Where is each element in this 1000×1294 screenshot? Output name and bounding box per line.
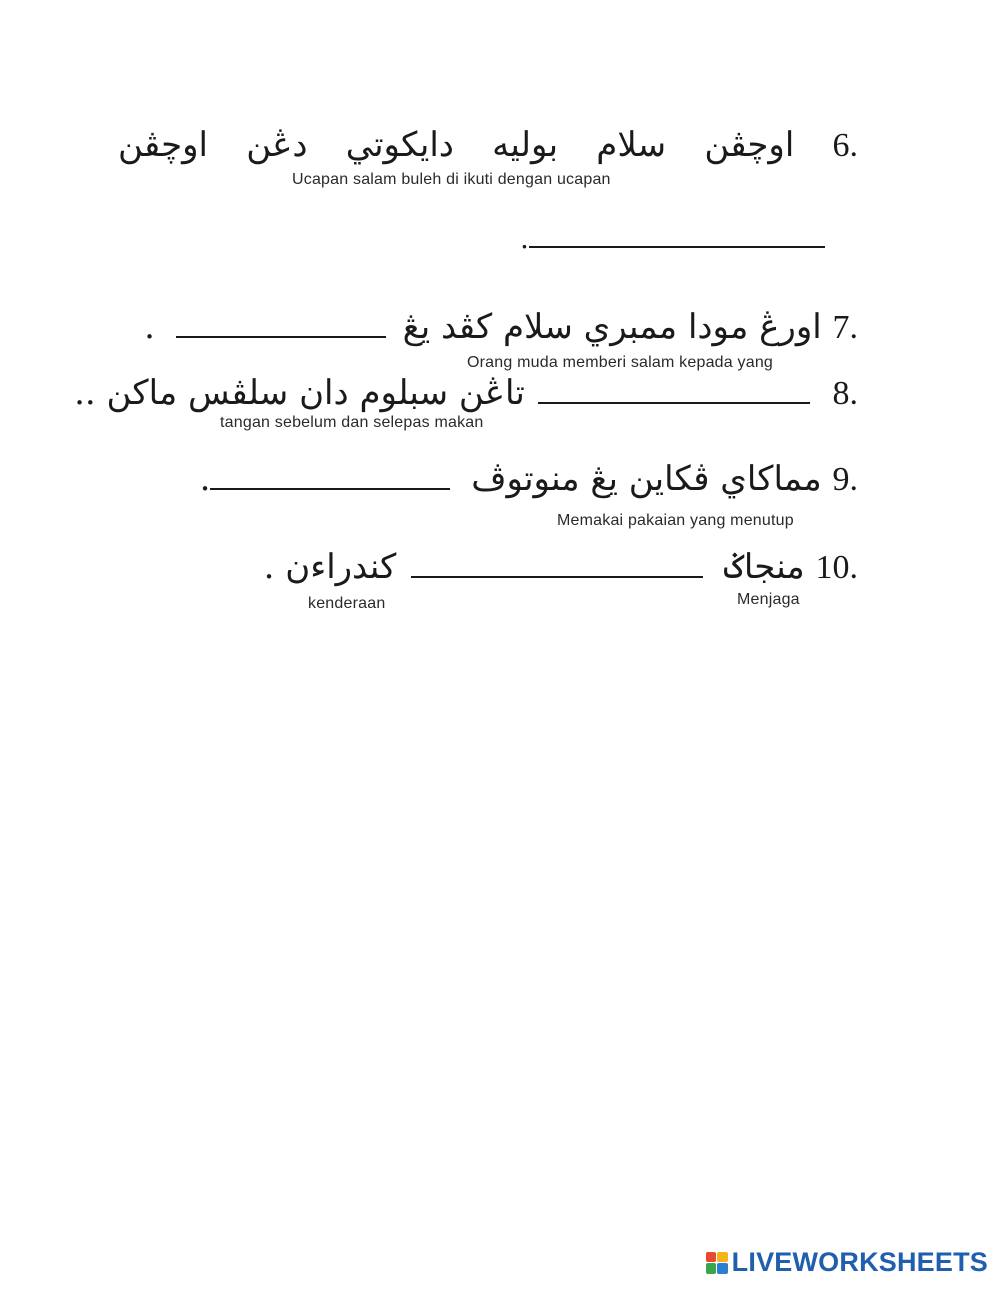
answer-blank[interactable] <box>411 552 703 578</box>
logo-mark-icon <box>706 1252 728 1274</box>
jawi-text: اورڠ مودا ممبري سلام کڤد يڠ <box>402 307 822 347</box>
roman-translation-end: kenderaan <box>308 595 386 612</box>
question-number: 9. <box>832 461 858 498</box>
logo-tile <box>706 1263 717 1274</box>
roman-translation: Orang muda memberi salam kepada yang <box>467 354 774 371</box>
question-6-row <box>118 125 858 165</box>
period: . <box>520 222 529 255</box>
jawi-text: تاڠن سبلوم دان سلڤس ماکن <box>106 373 525 413</box>
jawi-word: اوچڤن <box>118 125 208 165</box>
jawi-word: سلام <box>596 125 667 165</box>
answer-blank[interactable] <box>176 312 386 338</box>
question-number: 6. <box>832 127 858 164</box>
question-6-answer-row <box>520 222 825 255</box>
answer-blank[interactable] <box>538 378 810 404</box>
answer-blank[interactable] <box>210 464 450 490</box>
jawi-word: بوليه <box>492 125 559 165</box>
jawi-text-end: کندراءن <box>285 547 397 587</box>
jawi-text: مماکاي ڤکاين يڠ منوتوڤ <box>471 459 822 499</box>
period: . <box>199 459 211 499</box>
jawi-word: دڠن <box>246 125 308 165</box>
question-number: 10. <box>815 549 858 586</box>
question-number: 8. <box>832 375 858 412</box>
period: . <box>144 307 155 347</box>
jawi-word: اوچڤن <box>704 125 795 165</box>
question-10-row <box>263 547 858 587</box>
ellipsis: .. <box>74 373 96 413</box>
period: . <box>263 547 275 587</box>
liveworksheets-logo <box>706 1247 988 1278</box>
roman-translation: Ucapan salam buleh di ikuti dengan ucapan <box>292 171 611 188</box>
jawi-text-start: منجاݢ <box>723 547 805 587</box>
roman-translation-start: Menjaga <box>737 591 800 608</box>
question-number: 7. <box>832 309 858 346</box>
jawi-word: دايكوتي <box>345 125 454 165</box>
logo-tile <box>717 1252 728 1263</box>
question-9-row <box>199 459 858 499</box>
answer-blank[interactable] <box>529 222 825 248</box>
roman-translation: tangan sebelum dan selepas makan <box>220 414 484 431</box>
logo-tile <box>706 1252 717 1263</box>
roman-translation: Memakai pakaian yang menutup <box>557 512 794 529</box>
logo-tile <box>717 1263 728 1274</box>
brand-name: LIVEWORKSHEETS <box>731 1247 988 1277</box>
question-8-row <box>74 373 858 413</box>
question-7-row <box>144 307 858 347</box>
